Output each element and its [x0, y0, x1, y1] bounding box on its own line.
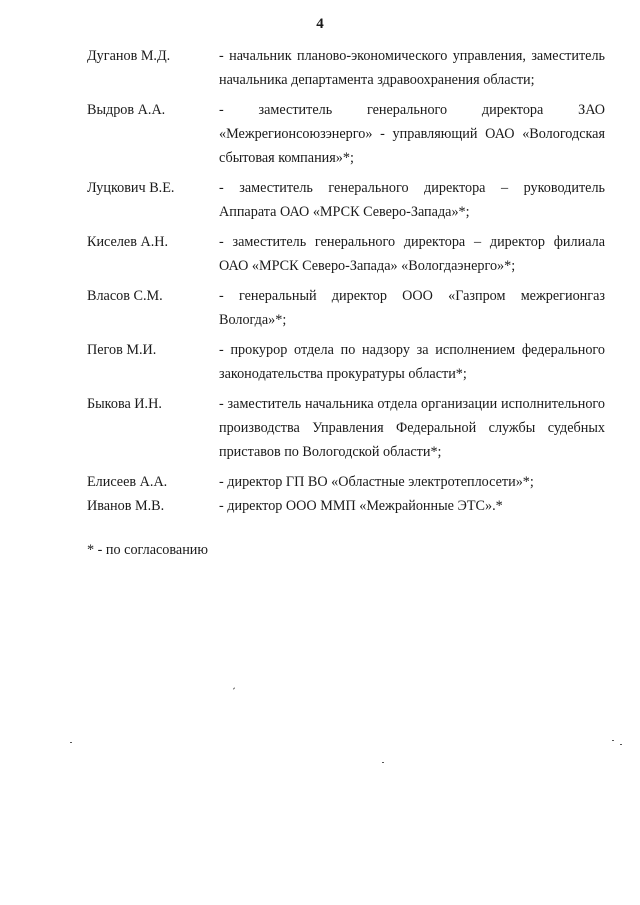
footnote: * - по согласованию [87, 542, 208, 558]
list-item [87, 44, 605, 92]
scan-speck [70, 742, 72, 743]
member-name: Луцкович В.Е. [87, 180, 175, 196]
list-item [87, 176, 605, 224]
scan-speck [233, 687, 235, 689]
member-list [87, 44, 605, 524]
member-name: Власов С.М. [87, 288, 163, 304]
list-item [87, 230, 605, 278]
member-role: - директор ГП ВО «Областные электротеплосети»*; [219, 474, 534, 490]
member-role: - начальник планово-экономического управления, заместитель начальника департамента здравоохранения области; [219, 48, 605, 88]
member-name: Иванов М.В. [87, 498, 165, 514]
member-role: - генеральный директор ООО «Газпром межрегионгаз Вологда»*; [219, 288, 605, 328]
member-name: Елисеев А.А. [87, 474, 168, 490]
scan-speck [620, 744, 622, 745]
scan-speck [382, 762, 384, 763]
member-role: - директор ООО ММП «Межрайонные ЭТС».* [219, 498, 503, 514]
member-role: - заместитель генерального директора – директор филиала ОАО «МРСК Северо-Запада» «Вологдаэнерго»*; [219, 234, 605, 274]
member-role: - заместитель генерального директора ЗАО «Межрегионсоюзэнерго» - управляющий ОАО «Вологодская сбытовая компания»*; [219, 102, 605, 166]
list-item [87, 284, 605, 332]
list-item [87, 338, 605, 386]
member-name: Пегов М.И. [87, 342, 157, 358]
member-name: Выдров А.А. [87, 102, 166, 118]
member-role: - заместитель генерального директора – руководитель Аппарата ОАО «МРСК Северо-Запада»*; [219, 180, 605, 220]
list-item [87, 494, 605, 518]
list-item [87, 470, 605, 494]
list-item [87, 98, 605, 170]
member-name: Киселев А.Н. [87, 234, 169, 250]
member-role: - прокурор отдела по надзору за исполнением федерального законодательства прокуратуры области*; [219, 342, 605, 382]
member-role: - заместитель начальника отдела организации исполнительного производства Управления Федеральной службы судебных приставов по Вологодской области*; [219, 396, 605, 460]
member-name: Дуганов М.Д. [87, 48, 171, 64]
member-name: Быкова И.Н. [87, 396, 162, 412]
scan-speck [612, 740, 614, 741]
list-item [87, 392, 605, 464]
page-number: 4 [316, 16, 324, 32]
